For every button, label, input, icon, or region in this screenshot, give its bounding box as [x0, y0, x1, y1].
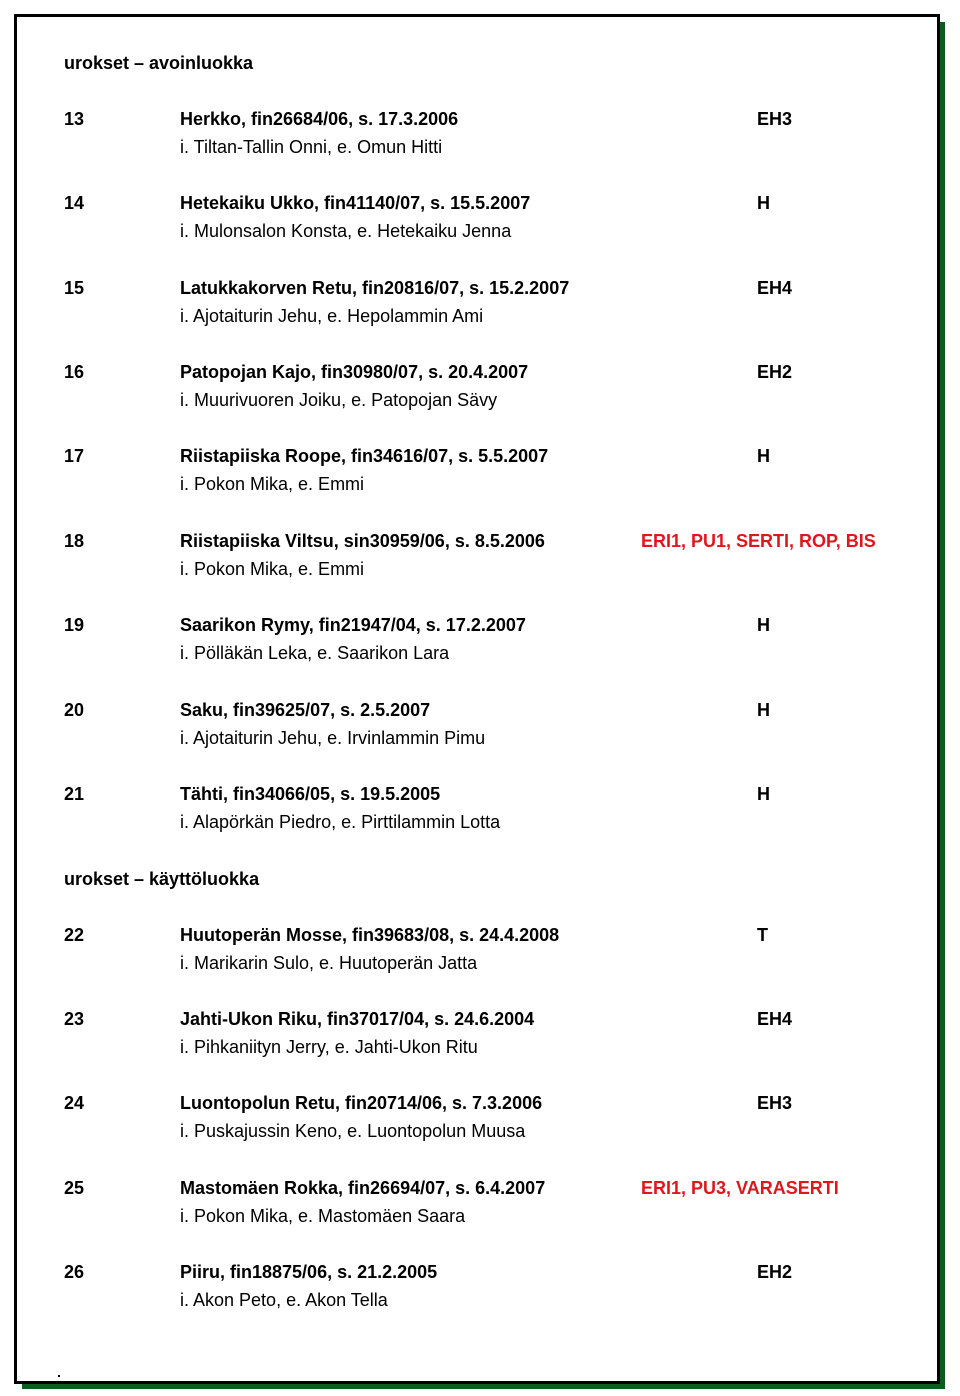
dog-parents: i. Pokon Mika, e. Emmi — [180, 474, 365, 494]
dog-name: Latukkakorven Retu, fin20816/07, s. 15.2.2007 — [180, 278, 570, 298]
dog-grade: T — [757, 925, 768, 945]
stray-dot — [58, 1375, 60, 1377]
dog-grade: H — [757, 446, 770, 466]
dog-grade-award: ERI1, PU1, SERTI, ROP, BIS — [641, 531, 876, 551]
dog-name: Piiru, fin18875/06, s. 21.2.2005 — [180, 1262, 438, 1282]
dog-grade-award: ERI1, PU3, VARASERTI — [641, 1178, 839, 1198]
dog-grade: EH3 — [757, 1093, 793, 1113]
dog-grade: H — [757, 193, 770, 213]
dog-name: Riistapiiska Roope, fin34616/07, s. 5.5.2007 — [180, 446, 549, 466]
entry-number: 20 — [64, 700, 85, 720]
dog-parents: i. Ajotaiturin Jehu, e. Hepolammin Ami — [180, 306, 484, 326]
dog-entry — [64, 362, 944, 422]
dog-name: Riistapiiska Viltsu, sin30959/06, s. 8.5.2006 — [180, 531, 545, 551]
dog-entry — [64, 784, 944, 844]
dog-parents: i. Mulonsalon Konsta, e. Hetekaiku Jenna — [180, 221, 512, 241]
dog-name: Huutoperän Mosse, fin39683/08, s. 24.4.2008 — [180, 925, 560, 945]
dog-entry — [64, 193, 944, 253]
dog-parents: i. Pokon Mika, e. Emmi — [180, 559, 365, 579]
dog-grade: EH4 — [757, 1009, 793, 1029]
dog-entry — [64, 109, 944, 169]
dog-name: Herkko, fin26684/06, s. 17.3.2006 — [180, 109, 459, 129]
dog-grade: H — [757, 784, 770, 804]
dog-name: Hetekaiku Ukko, fin41140/07, s. 15.5.2007 — [180, 193, 531, 213]
dog-entry — [64, 278, 944, 338]
dog-entry — [64, 446, 944, 506]
entry-number: 13 — [64, 109, 85, 129]
dog-parents: i. Tiltan-Tallin Onni, e. Omun Hitti — [180, 137, 443, 157]
dog-grade: H — [757, 700, 770, 720]
dog-name: Saku, fin39625/07, s. 2.5.2007 — [180, 700, 431, 720]
entry-number: 21 — [64, 784, 85, 804]
dog-name: Saarikon Rymy, fin21947/04, s. 17.2.2007 — [180, 615, 526, 635]
dog-grade: EH4 — [757, 278, 793, 298]
dog-grade: H — [757, 615, 770, 635]
dog-name: Patopojan Kajo, fin30980/07, s. 20.4.2007 — [180, 362, 529, 382]
dog-parents: i. Pölläkän Leka, e. Saarikon Lara — [180, 643, 450, 663]
dog-parents: i. Ajotaiturin Jehu, e. Irvinlammin Pimu — [180, 728, 486, 748]
dog-entry — [64, 1009, 944, 1069]
entry-number: 23 — [64, 1009, 85, 1029]
dog-parents: i. Pokon Mika, e. Mastomäen Saara — [180, 1206, 466, 1226]
dog-name: Tähti, fin34066/05, s. 19.5.2005 — [180, 784, 441, 804]
entry-number: 14 — [64, 193, 85, 213]
page-frame — [14, 14, 940, 1384]
entry-number: 18 — [64, 531, 85, 551]
entry-number: 16 — [64, 362, 85, 382]
dog-parents: i. Marikarin Sulo, e. Huutoperän Jatta — [180, 953, 478, 973]
dog-name: Luontopolun Retu, fin20714/06, s. 7.3.2006 — [180, 1093, 543, 1113]
entry-number: 15 — [64, 278, 85, 298]
section-heading-kayttoluokka: urokset – käyttöluokka — [64, 869, 260, 889]
dog-entry — [64, 1262, 944, 1322]
dog-entry — [64, 615, 944, 675]
dog-entry — [64, 700, 944, 760]
entry-number: 26 — [64, 1262, 85, 1282]
dog-parents: i. Alapörkän Piedro, e. Pirttilammin Lotta — [180, 812, 501, 832]
dog-parents: i. Pihkaniityn Jerry, e. Jahti-Ukon Ritu — [180, 1037, 478, 1057]
dog-entry — [64, 531, 944, 591]
dog-parents: i. Akon Peto, e. Akon Tella — [180, 1290, 388, 1310]
dog-entry — [64, 1093, 944, 1153]
section-heading-avoinluokka: urokset – avoinluokka — [64, 53, 254, 73]
dog-grade: EH2 — [757, 362, 793, 382]
entry-number: 19 — [64, 615, 85, 635]
dog-grade: EH3 — [757, 109, 793, 129]
dog-name: Jahti-Ukon Riku, fin37017/04, s. 24.6.2004 — [180, 1009, 535, 1029]
dog-parents: i. Muurivuoren Joiku, e. Patopojan Sävy — [180, 390, 498, 410]
entry-number: 25 — [64, 1178, 85, 1198]
dog-grade: EH2 — [757, 1262, 793, 1282]
entry-number: 24 — [64, 1093, 85, 1113]
dog-name: Mastomäen Rokka, fin26694/07, s. 6.4.2007 — [180, 1178, 546, 1198]
dog-parents: i. Puskajussin Keno, e. Luontopolun Muusa — [180, 1121, 526, 1141]
dog-entry — [64, 925, 944, 985]
dog-entry — [64, 1178, 944, 1238]
entry-number: 17 — [64, 446, 85, 466]
entry-number: 22 — [64, 925, 85, 945]
